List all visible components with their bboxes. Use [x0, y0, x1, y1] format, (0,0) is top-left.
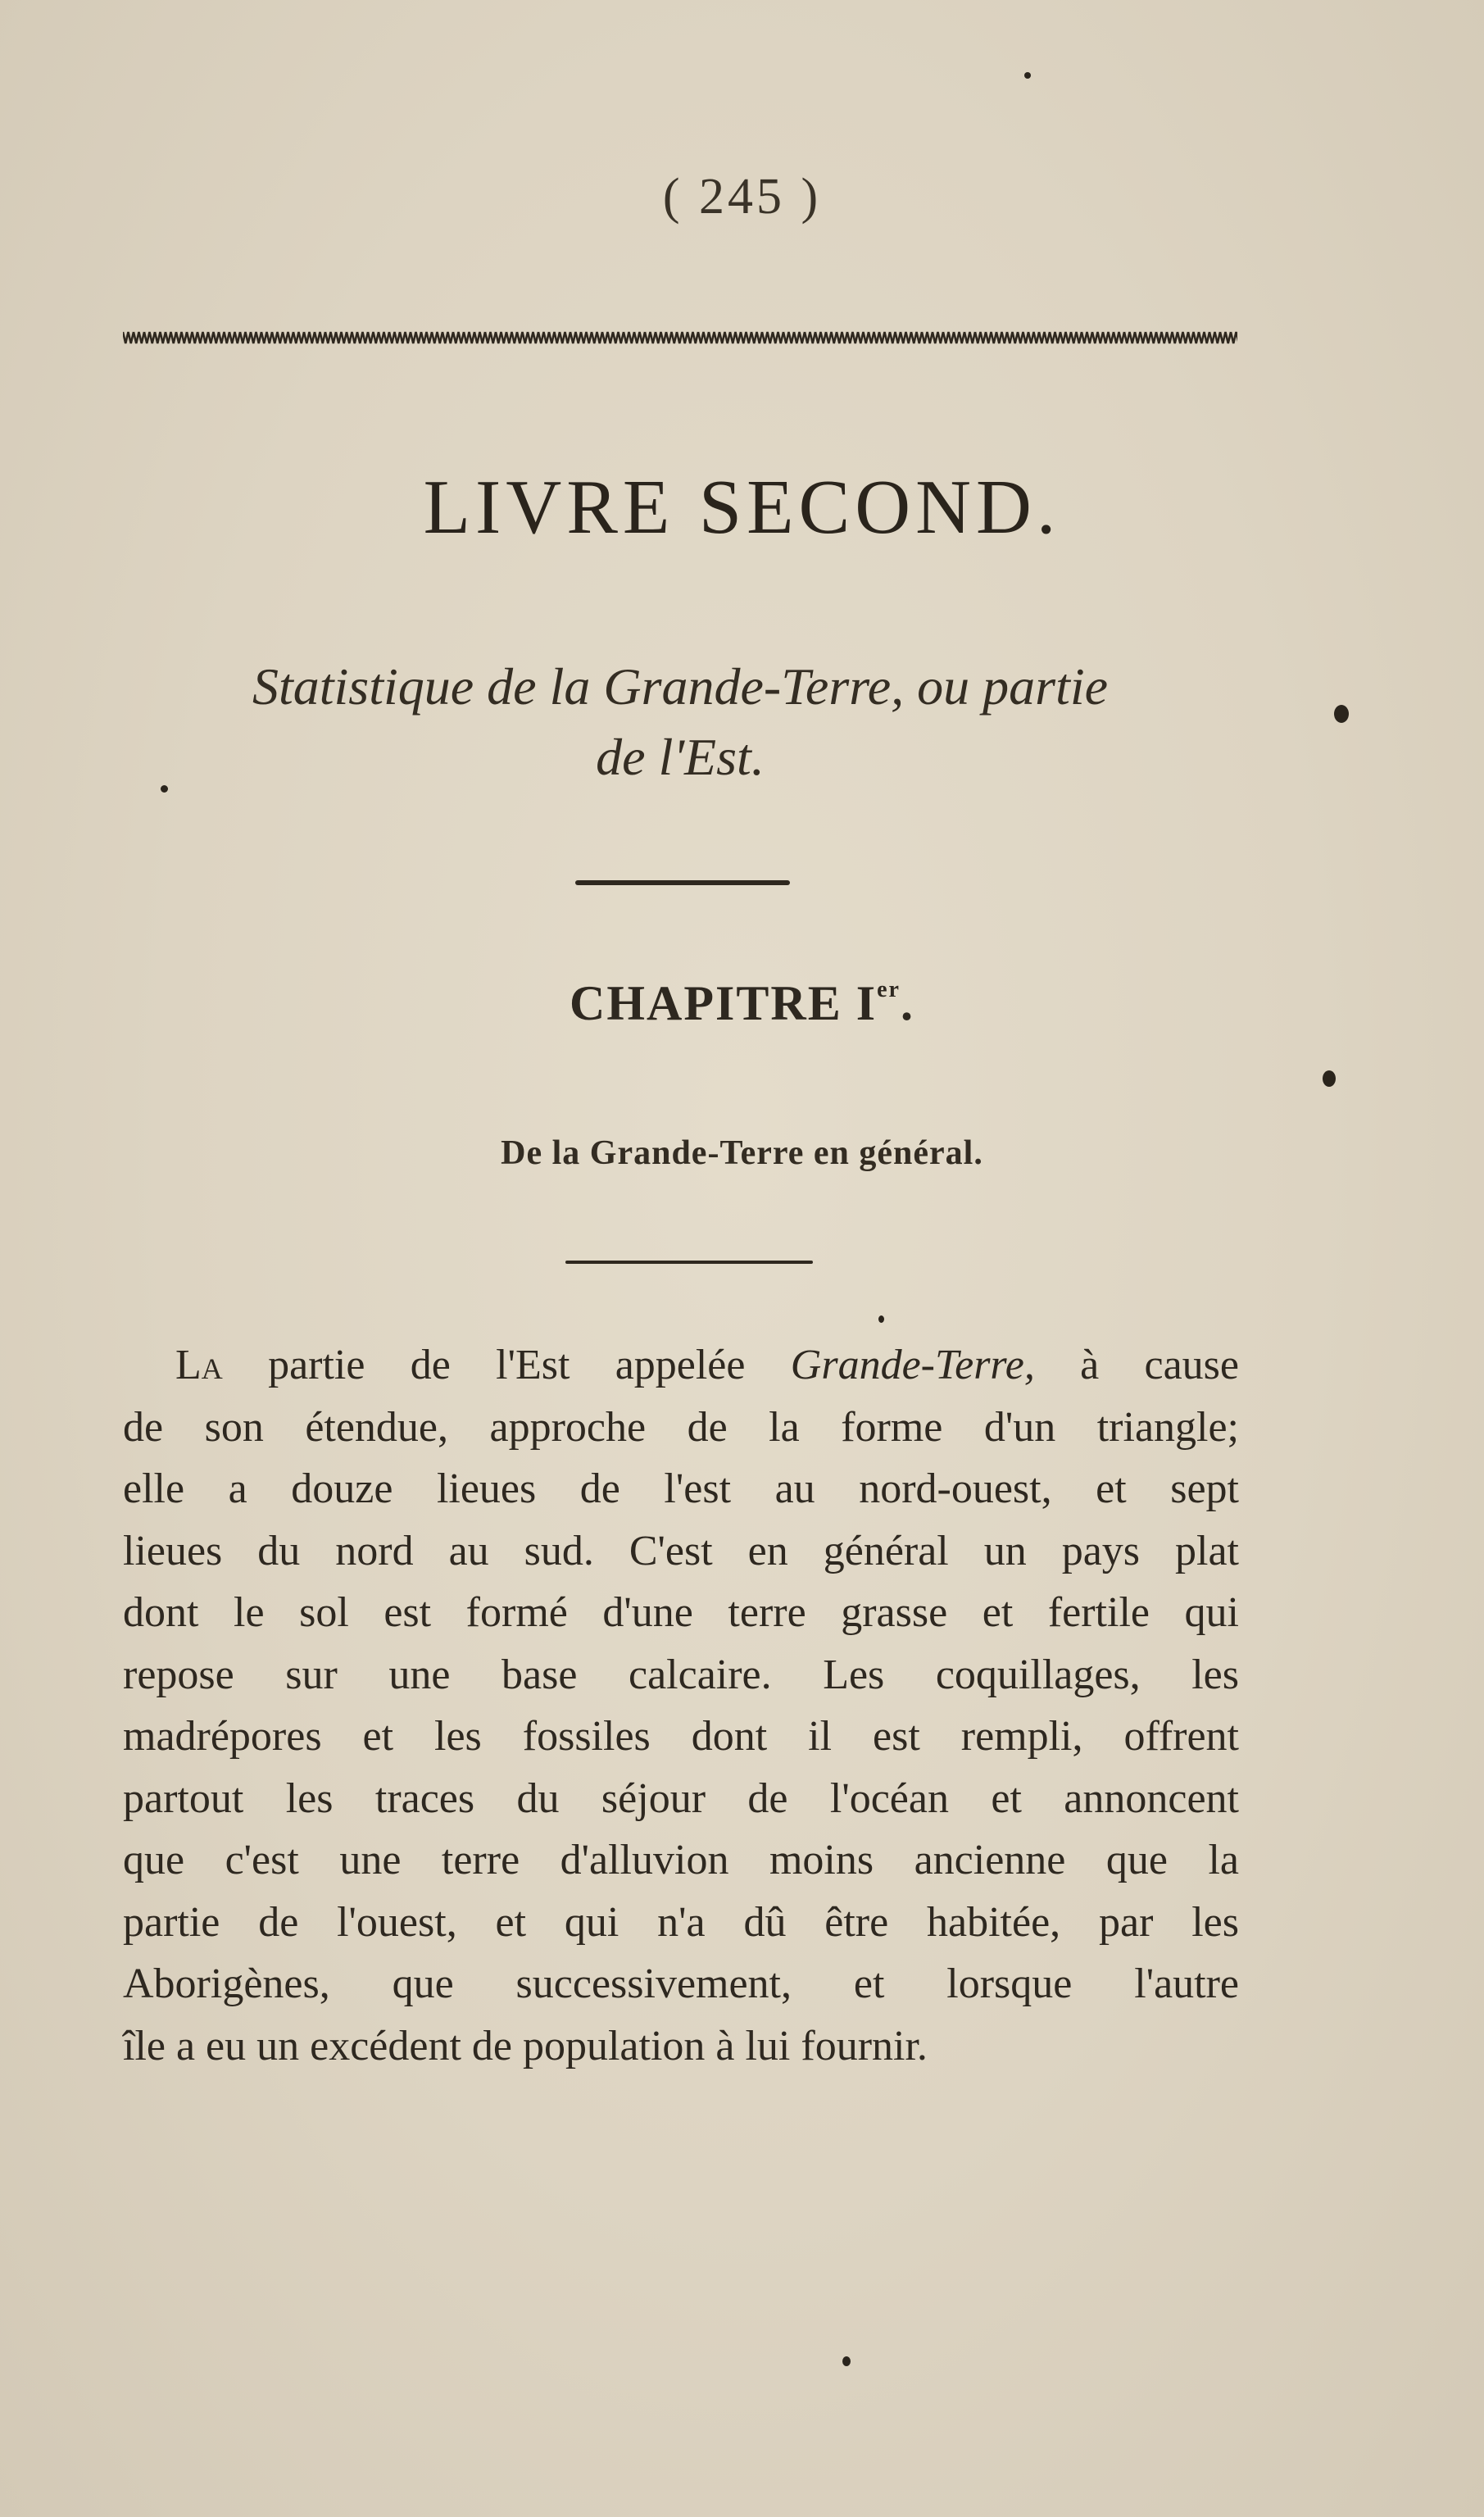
body-line: dont le sol est formé d'une terre grasse et fertile qui — [123, 1589, 1239, 1636]
chapter-heading — [0, 975, 1484, 1032]
body-line: repose sur une base calcaire. Les coquillages, les — [123, 1651, 1239, 1698]
body-line: île a eu un excédent de population à lui fournir. — [123, 2022, 928, 2069]
paper-speck — [1024, 72, 1031, 79]
body-text-fragment: à cause — [1034, 1342, 1239, 1388]
body-line: lieues du nord au sud. C'est en général un pays plat — [123, 1527, 1239, 1574]
chapter-heading-text: CHAPITRE I — [570, 976, 878, 1030]
body-line — [123, 1334, 1239, 1397]
paper-speck — [1323, 1070, 1336, 1087]
paper-speck — [1334, 705, 1349, 723]
section-divider — [575, 880, 790, 885]
body-line: elle a douze lieues de l'est au nord-ouest, et sept — [123, 1465, 1239, 1512]
paper-speck — [878, 1315, 884, 1323]
chapter-heading-suffix: . — [900, 976, 914, 1030]
chapter-heading-sup: er — [877, 977, 901, 1002]
book-title: LIVRE SECOND. — [423, 465, 1061, 550]
body-line: partout les traces du séjour de l'océan et annoncent — [123, 1774, 1239, 1822]
chapter-divider — [565, 1261, 813, 1264]
subtitle-line-1: Statistique de la Grande-Terre, ou partie — [252, 657, 1109, 716]
subtitle — [123, 652, 1237, 793]
chapter-title: De la Grande-Terre en général. — [501, 1134, 983, 1172]
body-line: que c'est une terre d'alluvion moins ancienne que la — [123, 1837, 1239, 1883]
body-paragraph — [123, 1334, 1239, 2077]
body-line: de son étendue, approche de la forme d'un triangle; — [123, 1403, 1239, 1451]
body-line: partie de l'ouest, et qui n'a dû être habitée, par les — [123, 1898, 1239, 1946]
drop-word: La — [175, 1342, 223, 1388]
body-line: Aborigènes, que successivement, et lorsque l'autre — [123, 1960, 1239, 2007]
body-line: madrépores et les fossiles dont il est rempli, offrent — [123, 1713, 1239, 1760]
page-number: ( 245 ) — [662, 169, 822, 225]
paper-speck — [842, 2356, 851, 2366]
decorative-ornament-rule — [123, 328, 1237, 348]
subtitle-line-2: de l'Est. — [596, 728, 765, 786]
emphasized-term: Grande-Terre, — [790, 1342, 1035, 1388]
body-text-fragment: partie de l'Est appelée — [222, 1342, 791, 1388]
